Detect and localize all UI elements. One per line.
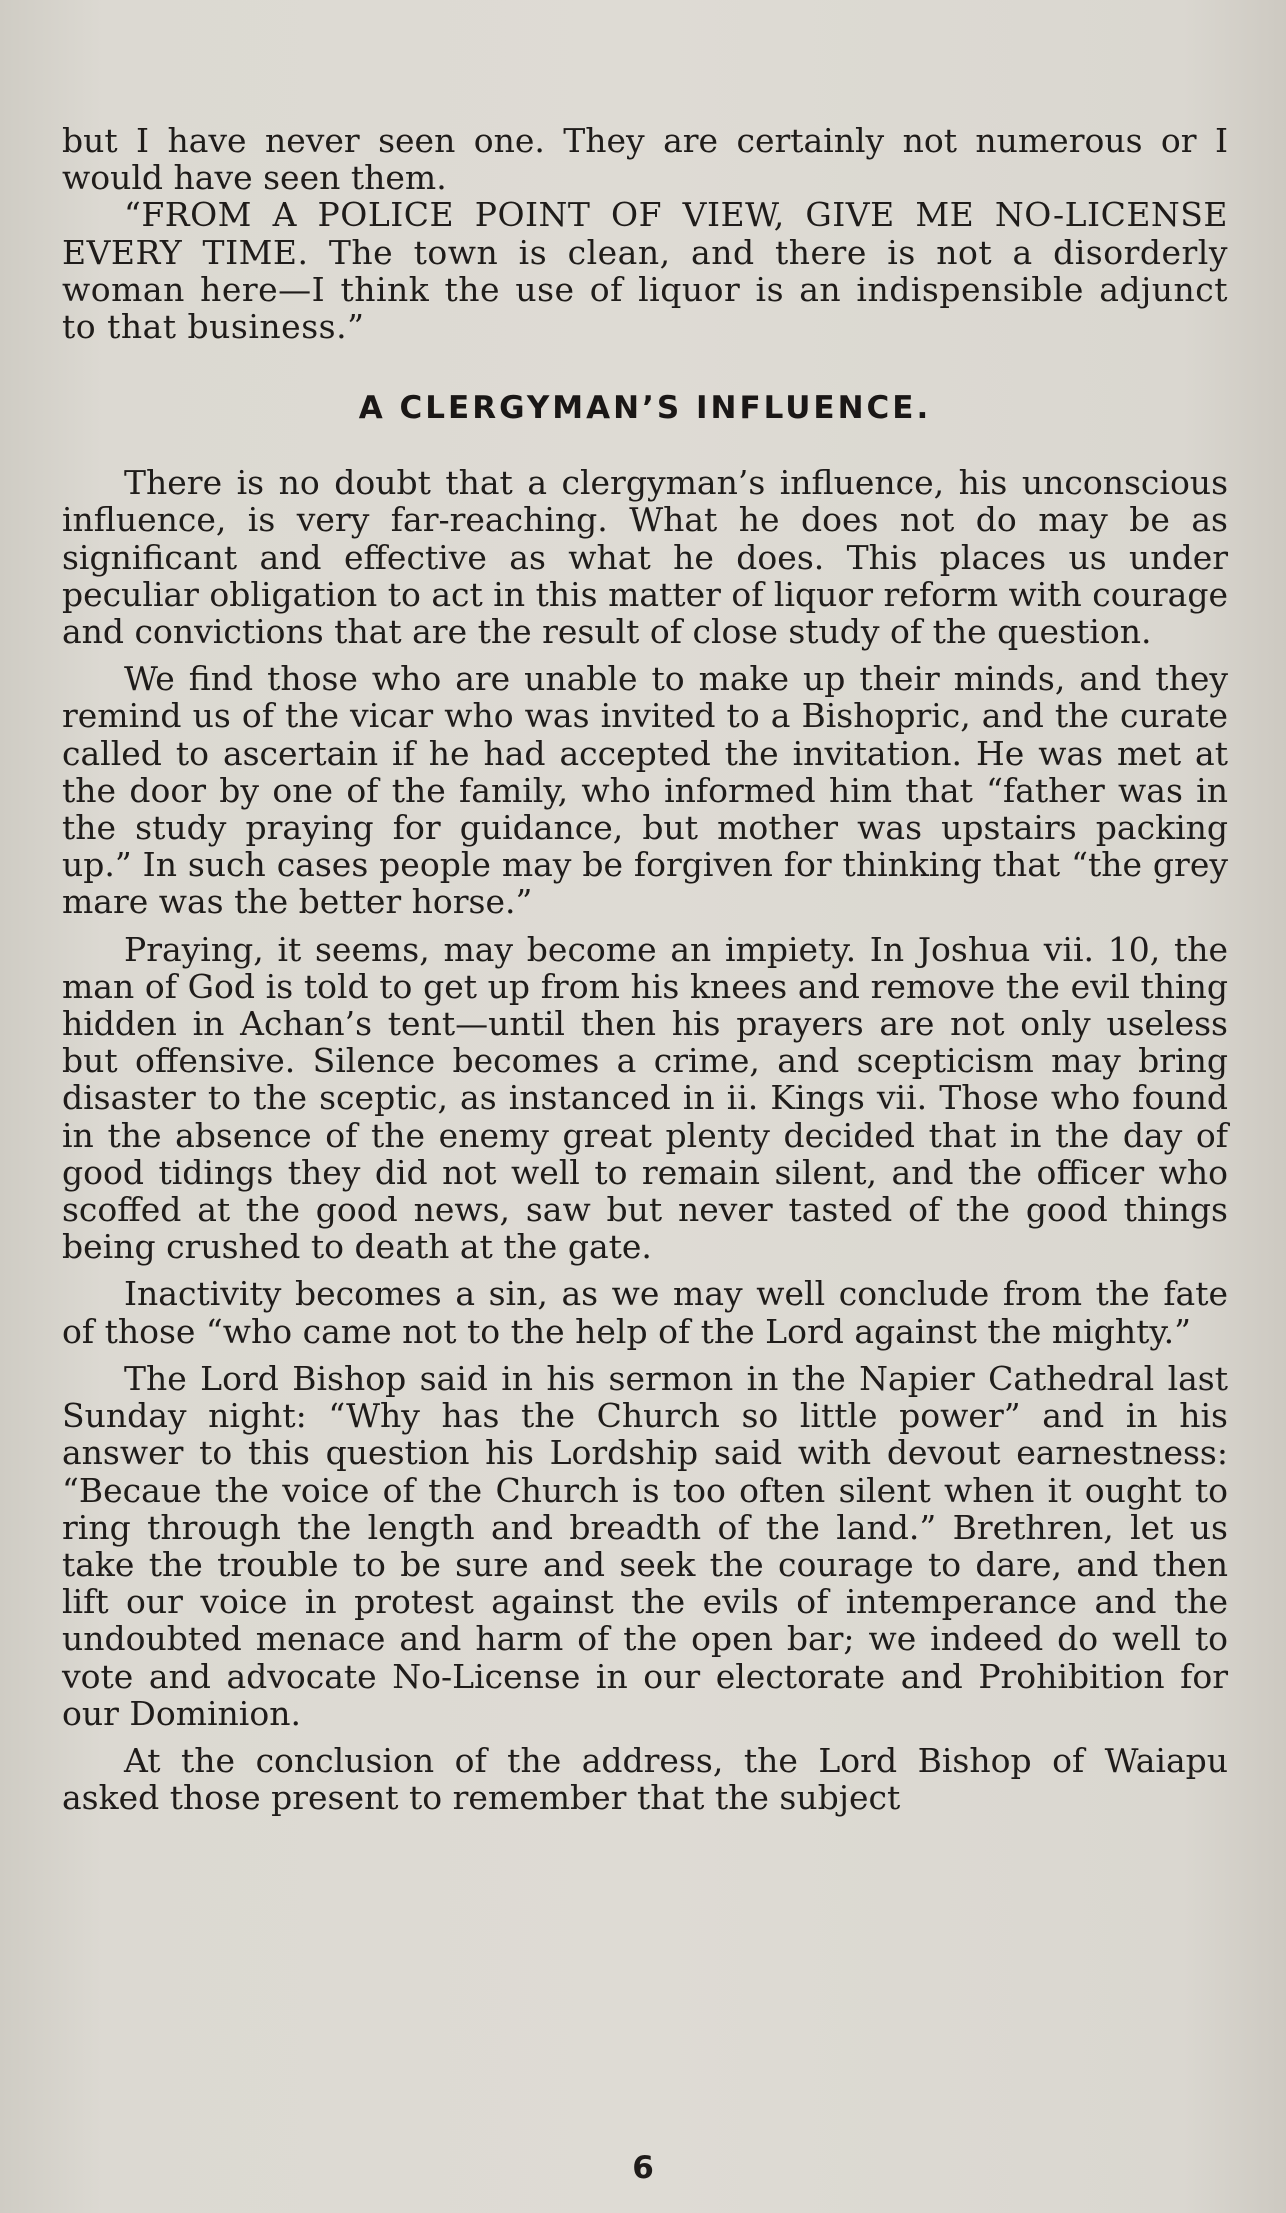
page-number: 6 — [632, 2150, 654, 2186]
paragraph-continuation: but I have never seen one. They are certainly not numerous or I would have seen them. — [62, 121, 1228, 198]
paragraph-inactivity: Inactivity becomes a sin, as we may well conclude from the fate of those “who came not to the help of the Lord against the mighty.” — [62, 1274, 1228, 1351]
paragraph-lord-bishop-sermon: The Lord Bishop said in his sermon in the Napier Cathedral last Sunday night: “Why has the Church so little power” and in his answer to this question his Lordship said with devout earnestness: “Becaue the voice of the Church is too often silent when it ought to ring through the length and breadth of the land.” Brethren, let us take the trouble to be sure and seek the courage to dare, and then lift our voice in protest against the evils of intemperance and the undoubted menace and harm of the open bar; we indeed do well to vote and advocate No-License in our electorate and Prohibition for our Dominion. — [62, 1358, 1228, 1733]
paragraph-influence: There is no doubt that a clergyman’s influence, his unconscious influence, is very far-reaching. What he does not do may be as significant and effective as what he does. This places us under peculiar obligation to act in this matter of liquor reform with courage and convictions that are the result of close study of the question. — [62, 463, 1229, 652]
paragraph-praying: Praying, it seems, may become an impiety. In Joshua vii. 10, the man of God is told to get up from his knees and remove the evil thing hidden in Achan’s tent—until then his prayers are not only useless but offensive. Silence becomes a crime, and scepticism may bring disaster to the sceptic, as instanced in ii. Kings vii. Those who found in the absence of the enemy great plenty decided that in the day of good tidings they did not well to remain silent, and the officer who scoffed at the good news, saw but never tasted of the good things being crushed to death at the gate. — [62, 929, 1228, 1267]
document-page — [62, 122, 1228, 1816]
paragraph-police-quote: “FROM A POLICE POINT OF VIEW, GIVE ME NO-LICENSE EVERY TIME. The town is clean, and there is not a disorderly woman here—I think the use of liquor is an indispensible adjunct to that business.” — [62, 195, 1228, 347]
section-heading: A CLERGYMAN’S INFLUENCE. — [358, 390, 932, 427]
paragraph-vicar-anecdote: We find those who are unable to make up their minds, and they remind us of the vicar who was invited to a Bishopric, and the curate called to ascertain if he had accepted the invitation. He was met at the door by one of the family, who informed him that “father was in the study praying for guidance, but mother was upstairs packing up.” In such cases people may be forgiven for thinking that “the grey mare was the better horse.” — [62, 659, 1228, 922]
paragraph-conclusion: At the conclusion of the address, the Lord Bishop of Waiapu asked those present to remember that the subject — [62, 1740, 1228, 1818]
